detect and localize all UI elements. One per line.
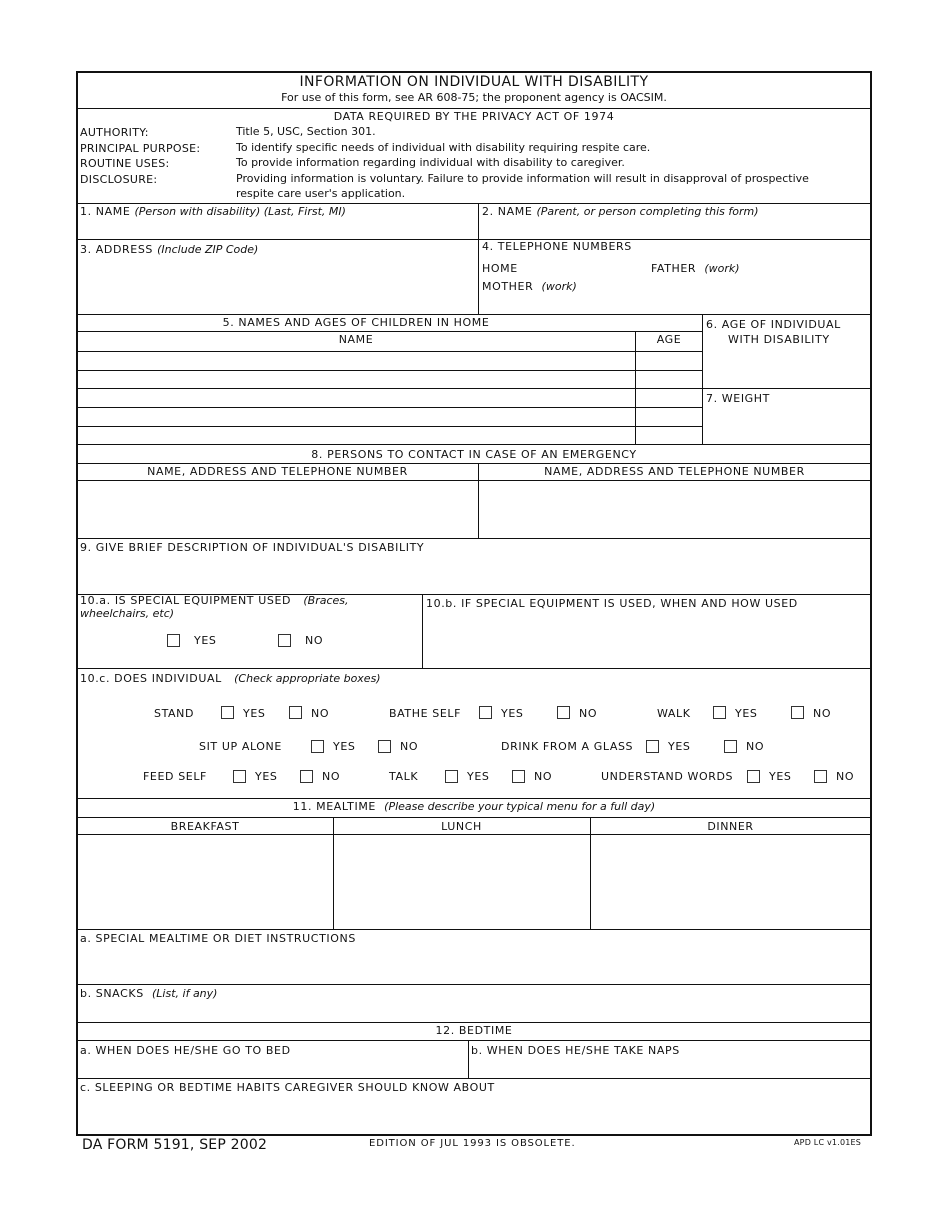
bathe-yes-checkbox[interactable] (479, 706, 492, 719)
equipment-yes-checkbox[interactable] (167, 634, 180, 647)
field-4-label: 4. TELEPHONE NUMBERS (482, 240, 632, 253)
form-number: DA FORM 5191, SEP 2002 (82, 1137, 268, 1153)
rule (333, 817, 334, 929)
stand-yes-checkbox[interactable] (221, 706, 234, 719)
sit-yes-checkbox[interactable] (311, 740, 324, 753)
drink-yes-label: YES (668, 740, 691, 753)
dinner-input[interactable] (592, 836, 869, 928)
sit-yes-label: YES (333, 740, 356, 753)
authority-label: AUTHORITY: (80, 126, 149, 139)
equipment-no-label: NO (305, 634, 324, 647)
rule (422, 594, 423, 668)
routine-text: To provide information regarding individual with disability to caregiver. (236, 156, 625, 169)
rule (77, 108, 871, 109)
stand-no-checkbox[interactable] (289, 706, 302, 719)
field-10a-hint: wheelchairs, etc) (80, 607, 175, 620)
home-phone-input[interactable] (520, 260, 645, 276)
field-11-label: 11. MEALTIME (Please describe your typical menu for a full day) (292, 800, 656, 813)
child-age-input[interactable] (636, 427, 701, 443)
field-10b-label: 10.b. IF SPECIAL EQUIPMENT IS USED, WHEN AND HOW USED (426, 597, 798, 610)
sleeping-habits-label: c. SLEEPING OR BEDTIME HABITS CAREGIVER SHOULD KNOW ABOUT (80, 1081, 495, 1094)
drink-label: DRINK FROM A GLASS (501, 740, 634, 753)
child-age-input[interactable] (636, 352, 701, 369)
child-age-input[interactable] (636, 371, 701, 387)
walk-label: WALK (657, 707, 691, 720)
breakfast-input[interactable] (78, 836, 332, 928)
field-10a-label: 10.a. IS SPECIAL EQUIPMENT USED (Braces, (80, 594, 349, 607)
talk-yes-label: YES (467, 770, 490, 783)
weight-input[interactable] (704, 408, 869, 443)
field-6-label-cont: WITH DISABILITY (728, 333, 830, 346)
rule (77, 1022, 871, 1023)
field-6-label: 6. AGE OF INDIVIDUAL (706, 318, 841, 331)
contact-right-header: NAME, ADDRESS AND TELEPHONE NUMBER (544, 465, 805, 478)
naps-label: b. WHEN DOES HE/SHE TAKE NAPS (471, 1044, 680, 1057)
field-7-label: 7. WEIGHT (706, 392, 770, 405)
home-phone-label: HOME (482, 262, 518, 275)
understand-no-checkbox[interactable] (814, 770, 827, 783)
feed-yes-checkbox[interactable] (233, 770, 246, 783)
field-3-label: 3. ADDRESS (Include ZIP Code) (80, 243, 259, 256)
feed-no-label: NO (322, 770, 341, 783)
understand-yes-checkbox[interactable] (747, 770, 760, 783)
rule (77, 331, 702, 332)
bedtime-label: a. WHEN DOES HE/SHE GO TO BED (80, 1044, 291, 1057)
walk-no-label: NO (813, 707, 832, 720)
rule (77, 203, 871, 204)
rule (77, 834, 871, 835)
rule (77, 668, 871, 669)
sleeping-habits-input[interactable] (78, 1097, 869, 1133)
walk-yes-label: YES (735, 707, 758, 720)
name-parent-input[interactable] (480, 222, 869, 238)
drink-no-checkbox[interactable] (724, 740, 737, 753)
rule (77, 984, 871, 985)
drink-yes-checkbox[interactable] (646, 740, 659, 753)
field-2-label: 2. NAME (Parent, or person completing this form) (482, 205, 759, 218)
talk-yes-checkbox[interactable] (445, 770, 458, 783)
rule (77, 929, 871, 930)
rule (590, 817, 591, 929)
rule (77, 1040, 871, 1041)
purpose-label: PRINCIPAL PURPOSE: (80, 142, 201, 155)
drink-no-label: NO (746, 740, 765, 753)
stand-label: STAND (154, 707, 195, 720)
father-phone-label: FATHER (work) (651, 262, 740, 275)
authority-text: Title 5, USC, Section 301. (236, 125, 376, 138)
feed-label: FEED SELF (143, 770, 207, 783)
edition-note: EDITION OF JUL 1993 IS OBSOLETE. (369, 1138, 576, 1149)
privacy-heading: DATA REQUIRED BY THE PRIVACY ACT OF 1974 (333, 110, 615, 123)
sit-no-label: NO (400, 740, 419, 753)
child-age-input[interactable] (636, 389, 701, 406)
age-input[interactable] (704, 350, 869, 387)
bathe-no-label: NO (579, 707, 598, 720)
rule (702, 314, 703, 444)
lunch-input[interactable] (335, 836, 589, 928)
form-subtitle: For use of this form, see AR 608-75; the proponent agency is OACSIM. (281, 91, 667, 104)
understand-label: UNDERSTAND WORDS (601, 770, 734, 783)
rule (77, 314, 871, 315)
dinner-header: DINNER (707, 820, 754, 833)
disability-description-input[interactable] (78, 557, 869, 593)
child-age-input[interactable] (636, 408, 701, 425)
rule (468, 1040, 469, 1078)
breakfast-header: BREAKFAST (170, 820, 240, 833)
bedtime-input[interactable] (78, 1060, 467, 1077)
special-diet-label: a. SPECIAL MEALTIME OR DIET INSTRUCTIONS (80, 932, 356, 945)
rule (77, 444, 871, 445)
talk-no-label: NO (534, 770, 553, 783)
snacks-label: b. SNACKS (List, if any) (80, 987, 218, 1000)
disclosure-label: DISCLOSURE: (80, 173, 158, 186)
equipment-no-checkbox[interactable] (278, 634, 291, 647)
sit-no-checkbox[interactable] (378, 740, 391, 753)
rule (77, 239, 871, 240)
understand-no-label: NO (836, 770, 855, 783)
disclosure-text-cont: respite care user's application. (236, 187, 406, 200)
stand-yes-label: YES (243, 707, 266, 720)
version-label: APD LC v1.01ES (794, 1138, 862, 1147)
field-5-label: 5. NAMES AND AGES OF CHILDREN IN HOME (222, 316, 490, 329)
bathe-label: BATHE SELF (389, 707, 462, 720)
children-age-header: AGE (656, 333, 682, 346)
understand-yes-label: YES (769, 770, 792, 783)
name-person-with-disability-input[interactable] (78, 222, 477, 238)
mother-phone-input[interactable] (582, 278, 742, 294)
snacks-input[interactable] (78, 1003, 869, 1021)
equipment-yes-label: YES (194, 634, 217, 647)
mother-phone-label: MOTHER (work) (482, 280, 577, 293)
child-name-input[interactable] (78, 427, 634, 443)
walk-yes-checkbox[interactable] (713, 706, 726, 719)
field-12-label: 12. BEDTIME (435, 1024, 513, 1037)
field-9-label: 9. GIVE BRIEF DESCRIPTION OF INDIVIDUAL'S DISABILITY (80, 541, 425, 554)
rule (77, 463, 871, 464)
rule (77, 1078, 871, 1079)
child-name-input[interactable] (78, 408, 634, 425)
field-8-label: 8. PERSONS TO CONTACT IN CASE OF AN EMERGENCY (311, 448, 637, 461)
talk-label: TALK (389, 770, 419, 783)
walk-no-checkbox[interactable] (791, 706, 804, 719)
field-10c-label: 10.c. DOES INDIVIDUAL (Check appropriate boxes) (80, 672, 381, 685)
rule (77, 480, 871, 481)
routine-label: ROUTINE USES: (80, 157, 170, 170)
purpose-text: To identify specific needs of individual with disability requiring respite care. (236, 141, 651, 154)
address-input[interactable] (78, 259, 477, 313)
child-name-input[interactable] (78, 389, 634, 406)
child-name-input[interactable] (78, 371, 634, 387)
form-title: INFORMATION ON INDIVIDUAL WITH DISABILITY (299, 74, 649, 90)
field-1-label: 1. NAME (Person with disability) (Last, First, MI) (80, 205, 346, 218)
rule (478, 203, 479, 314)
contact-left-header: NAME, ADDRESS AND TELEPHONE NUMBER (147, 465, 408, 478)
disclosure-text: Providing information is voluntary. Failure to provide information will result in disapproval of prospective (236, 172, 809, 185)
special-diet-input[interactable] (78, 948, 869, 983)
rule (77, 817, 871, 818)
rule (77, 798, 871, 799)
stand-no-label: NO (311, 707, 330, 720)
naps-input[interactable] (470, 1060, 869, 1077)
lunch-header: LUNCH (441, 820, 482, 833)
children-name-header: NAME (338, 333, 374, 346)
rule (77, 538, 871, 539)
emergency-contact-2-input[interactable] (480, 482, 869, 537)
equipment-usage-input[interactable] (424, 613, 869, 667)
bathe-no-checkbox[interactable] (557, 706, 570, 719)
father-phone-input[interactable] (745, 260, 867, 276)
emergency-contact-1-input[interactable] (78, 482, 477, 537)
child-name-input[interactable] (78, 352, 634, 369)
bathe-yes-label: YES (501, 707, 524, 720)
feed-yes-label: YES (255, 770, 278, 783)
sit-label: SIT UP ALONE (199, 740, 282, 753)
feed-no-checkbox[interactable] (300, 770, 313, 783)
talk-no-checkbox[interactable] (512, 770, 525, 783)
